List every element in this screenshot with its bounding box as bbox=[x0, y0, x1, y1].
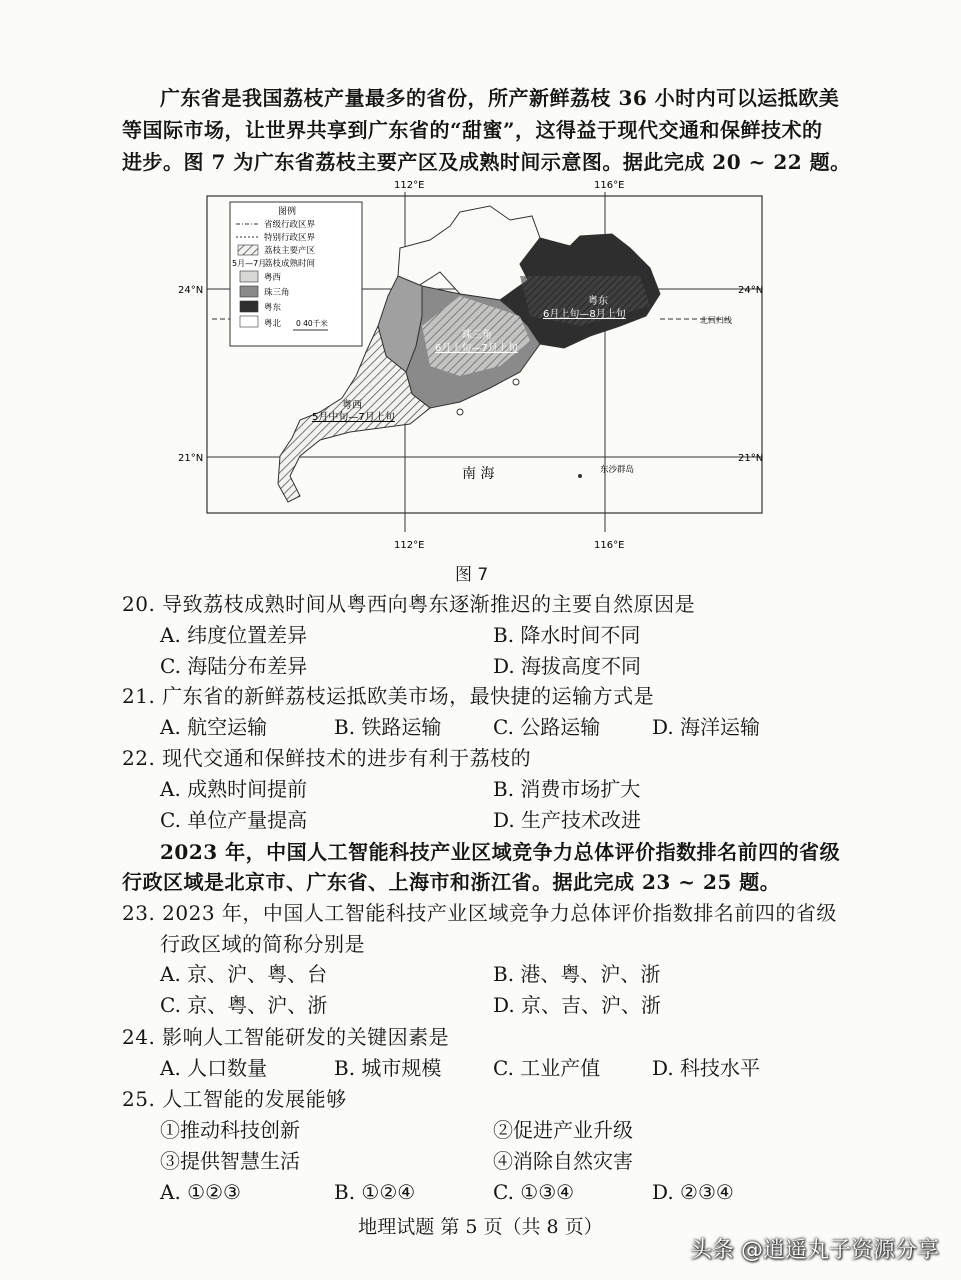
lon-label-116-top: 116°E bbox=[594, 180, 625, 191]
q23-option-c[interactable]: C. 京、粤、沪、浙 bbox=[160, 993, 328, 1017]
intro2-line-1: 2023 年，中国人工智能科技产业区域竞争力总体评价指数排名前四的省级 bbox=[160, 840, 841, 864]
q22-option-a[interactable]: A. 成熟时间提前 bbox=[160, 777, 308, 801]
q24-option-d[interactable]: D. 科技水平 bbox=[652, 1056, 761, 1080]
question-25-stem: 25. 人工智能的发展能够 bbox=[122, 1087, 347, 1111]
q23-option-b[interactable]: B. 港、粤、沪、浙 bbox=[493, 962, 661, 986]
q25-item-4: ④消除自然灾害 bbox=[493, 1149, 633, 1173]
guangdong-lychee-map bbox=[160, 176, 780, 560]
figure-caption: 图 7 bbox=[455, 565, 489, 585]
q24-option-a[interactable]: A. 人口数量 bbox=[160, 1056, 268, 1080]
legend-item-zsj: 珠三角 bbox=[264, 288, 290, 298]
q24-option-c[interactable]: C. 工业产值 bbox=[493, 1056, 601, 1080]
legend-item-sar-boundary: 特别行政区界 bbox=[264, 233, 316, 243]
label-yuedong-time: 6月上旬—8月上旬 bbox=[543, 309, 626, 320]
q20-option-a[interactable]: A. 纬度位置差异 bbox=[160, 623, 308, 647]
q21-option-b[interactable]: B. 铁路运输 bbox=[334, 715, 442, 739]
label-yuedong: 粤东 bbox=[588, 296, 608, 307]
q24-option-b[interactable]: B. 城市规模 bbox=[334, 1056, 442, 1080]
q23-option-d[interactable]: D. 京、吉、沪、浙 bbox=[493, 993, 662, 1017]
q21-option-a[interactable]: A. 航空运输 bbox=[160, 715, 268, 739]
label-dongsha-islands: 东沙群岛 bbox=[600, 465, 635, 475]
q22-option-d[interactable]: D. 生产技术改进 bbox=[493, 808, 642, 832]
watermark: 头条 @逍遥丸子资源分享 bbox=[690, 1238, 939, 1263]
q23-option-a[interactable]: A. 京、沪、粤、台 bbox=[160, 962, 328, 986]
label-zsj-time: 6月上旬—7月上旬 bbox=[435, 343, 518, 354]
lon-label-116-bottom: 116°E bbox=[594, 540, 625, 551]
legend-item-provincial-boundary: 省级行政区界 bbox=[264, 220, 316, 230]
legend-item-yuebei: 粤北 bbox=[264, 319, 282, 329]
q21-option-c[interactable]: C. 公路运输 bbox=[493, 715, 601, 739]
label-zsj: 珠三角 bbox=[462, 330, 492, 341]
legend-title: 图例 bbox=[278, 207, 297, 217]
q25-item-3: ③提供智慧生活 bbox=[160, 1149, 300, 1173]
lat-label-24-right: 24°N bbox=[738, 285, 764, 296]
q20-option-d[interactable]: D. 海拔高度不同 bbox=[493, 654, 642, 678]
question-23-stem: 23. 2023 年，中国人工智能科技产业区域竞争力总体评价指数排名前四的省级 bbox=[122, 901, 837, 925]
q20-option-c[interactable]: C. 海陆分布差异 bbox=[160, 654, 308, 678]
lat-label-21-left: 21°N bbox=[178, 453, 204, 464]
q21-option-d[interactable]: D. 海洋运输 bbox=[652, 715, 761, 739]
lat-label-21-right: 21°N bbox=[738, 453, 764, 464]
legend-date-range: 5月—7月 bbox=[232, 259, 267, 268]
legend-item-yuexi: 粤西 bbox=[264, 273, 282, 283]
question-22-stem: 22. 现代交通和保鲜技术的进步有利于荔枝的 bbox=[122, 746, 532, 770]
label-yuexi-time: 5月中旬—7月上旬 bbox=[312, 412, 395, 423]
q25-item-2: ②促进产业升级 bbox=[493, 1118, 633, 1142]
label-south-china-sea: 南 海 bbox=[462, 466, 495, 482]
intro-line-1: 广东省是我国荔枝产量最多的省份，所产新鲜荔枝 36 小时内可以运抵欧美 bbox=[160, 86, 840, 110]
q22-option-b[interactable]: B. 消费市场扩大 bbox=[493, 777, 641, 801]
intro-line-3: 进步。图 7 为广东省荔枝主要产区及成熟时间示意图。据此完成 20 ~ 22 题。 bbox=[122, 150, 851, 174]
question-21-stem: 21. 广东省的新鲜荔枝运抵欧美市场，最快捷的运输方式是 bbox=[122, 684, 655, 708]
q25-option-b[interactable]: B. ①②④ bbox=[334, 1180, 416, 1204]
intro2-line-2: 行政区域是北京市、广东省、上海市和浙江省。据此完成 23 ~ 25 题。 bbox=[122, 870, 781, 894]
question-23-stem-cont: 行政区域的简称分别是 bbox=[160, 932, 365, 956]
q22-option-c[interactable]: C. 单位产量提高 bbox=[160, 808, 308, 832]
page-footer: 地理试题 第 5 页（共 8 页） bbox=[358, 1216, 603, 1238]
question-24-stem: 24. 影响人工智能研发的关键因素是 bbox=[122, 1025, 450, 1049]
legend-item-ripening-time: 荔枝成熟时间 bbox=[264, 259, 316, 269]
label-tropic-of-cancer: 北回归线 bbox=[700, 316, 732, 325]
q25-option-a[interactable]: A. ①②③ bbox=[160, 1180, 241, 1204]
q20-option-b[interactable]: B. 降水时间不同 bbox=[493, 623, 641, 647]
question-20-stem: 20. 导致荔枝成熟时间从粤西向粤东逐渐推迟的主要自然原因是 bbox=[122, 592, 696, 616]
legend-item-yuedong: 粤东 bbox=[264, 303, 282, 313]
lon-label-112-top: 112°E bbox=[394, 180, 425, 191]
q25-item-1: ①推动科技创新 bbox=[160, 1118, 300, 1142]
label-yuexi: 粤西 bbox=[342, 400, 362, 411]
legend-scale: 0 40千米 bbox=[296, 319, 328, 328]
q25-option-c[interactable]: C. ①③④ bbox=[493, 1180, 575, 1204]
lat-label-24-left: 24°N bbox=[178, 285, 204, 296]
q25-option-d[interactable]: D. ②③④ bbox=[652, 1180, 734, 1204]
lon-label-112-bottom: 112°E bbox=[394, 540, 425, 551]
intro-line-2: 等国际市场，让世界共享到广东省的“甜蜜”，这得益于现代交通和保鲜技术的 bbox=[122, 118, 823, 142]
legend-item-production-area: 荔枝主要产区 bbox=[264, 246, 316, 256]
